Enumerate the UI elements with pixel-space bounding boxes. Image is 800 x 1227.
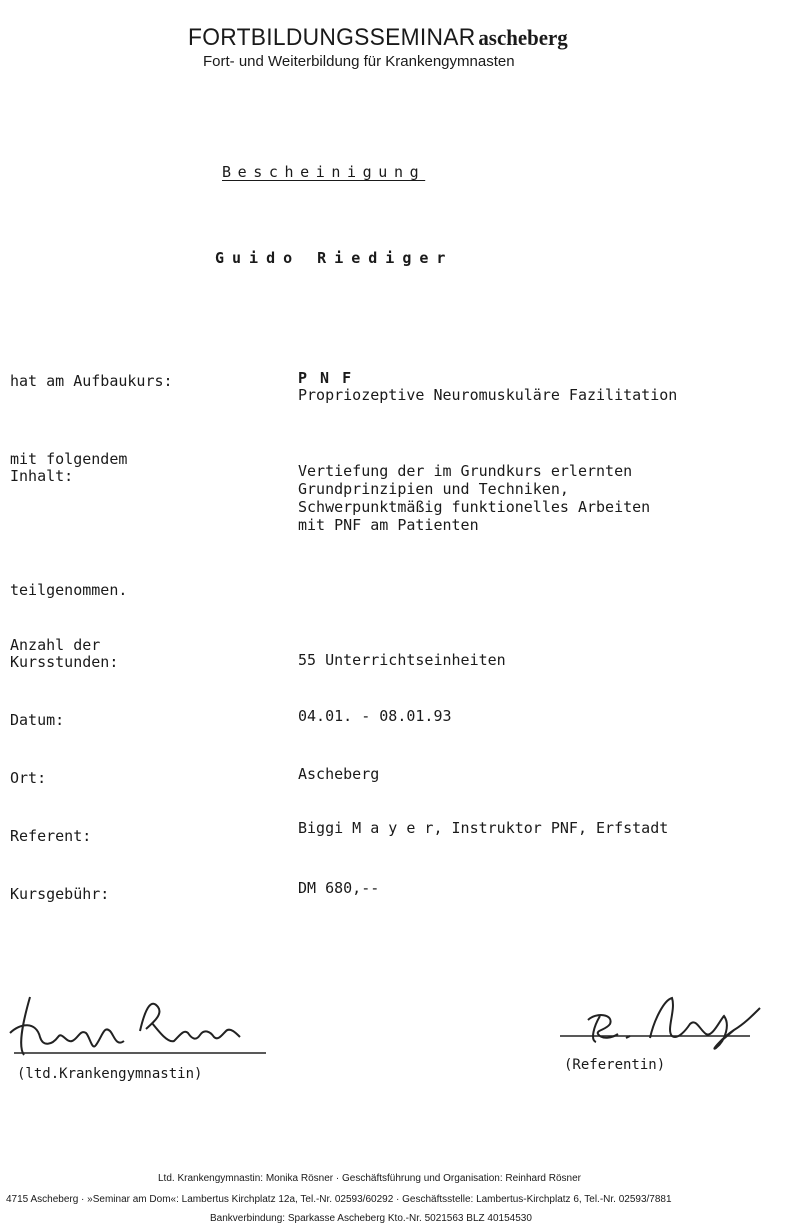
hours-label-line2: Kursstunden:	[10, 653, 119, 671]
place-label: Ort:	[10, 769, 47, 787]
course-value-abbrev: P N F	[298, 369, 354, 387]
speaker-value: Biggi M a y e r, Instruktor PNF, Erfstadt	[298, 819, 669, 837]
right-signature	[540, 990, 790, 1060]
document-title: Bescheinigung	[222, 163, 426, 181]
content-value-line3: Schwerpunktmäßig funktionelles Arbeiten	[298, 498, 651, 516]
letterhead-title-text: FORTBILDUNGSSEMINAR	[188, 24, 476, 51]
content-label-line2: Inhalt:	[10, 467, 74, 485]
course-label: hat am Aufbaukurs:	[10, 372, 173, 390]
date-value: 04.01. - 08.01.93	[298, 707, 452, 725]
right-signature-caption: (Referentin)	[564, 1057, 666, 1073]
left-signature	[0, 985, 280, 1065]
letterhead-brand-logo: ascheberg	[478, 25, 568, 50]
letterhead-subtitle: Fort- und Weiterbildung für Krankengymnasten	[203, 53, 515, 70]
participated-text: teilgenommen.	[10, 581, 128, 599]
recipient-name: Guido Riediger	[215, 249, 454, 267]
letterhead-title	[188, 24, 568, 52]
content-label-line1: mit folgendem	[10, 450, 128, 468]
fee-label: Kursgebühr:	[10, 885, 110, 903]
left-signature-caption: (ltd.Krankengymnastin)	[17, 1066, 203, 1082]
fee-value: DM 680,--	[298, 879, 380, 897]
hours-value: 55 Unterrichtseinheiten	[298, 651, 506, 669]
content-value-line4: mit PNF am Patienten	[298, 516, 479, 534]
footer-line2: 4715 Ascheberg · »Seminar am Dom«: Lambertus Kirchplatz 12a, Tel.-Nr. 02593/60292 · Geschäftsstelle: Lambertus-Kirchplatz 6, Tel.-Nr. 02593/7881	[6, 1194, 672, 1205]
course-value-full: Propriozeptive Neuromuskuläre Fazilitation	[298, 386, 678, 404]
footer-line1: Ltd. Krankengymnastin: Monika Rösner · Geschäftsführung und Organisation: Reinhard Rösner	[158, 1173, 582, 1184]
hours-label-line1: Anzahl der	[10, 636, 101, 654]
speaker-label: Referent:	[10, 827, 92, 845]
content-value-line2: Grundprinzipien und Techniken,	[298, 480, 569, 498]
date-label: Datum:	[10, 711, 65, 729]
content-value-line1: Vertiefung der im Grundkurs erlernten	[298, 462, 633, 480]
footer-line3: Bankverbindung: Sparkasse Ascheberg Kto.-Nr. 5021563 BLZ 40154530	[210, 1213, 532, 1224]
place-value: Ascheberg	[298, 765, 380, 783]
